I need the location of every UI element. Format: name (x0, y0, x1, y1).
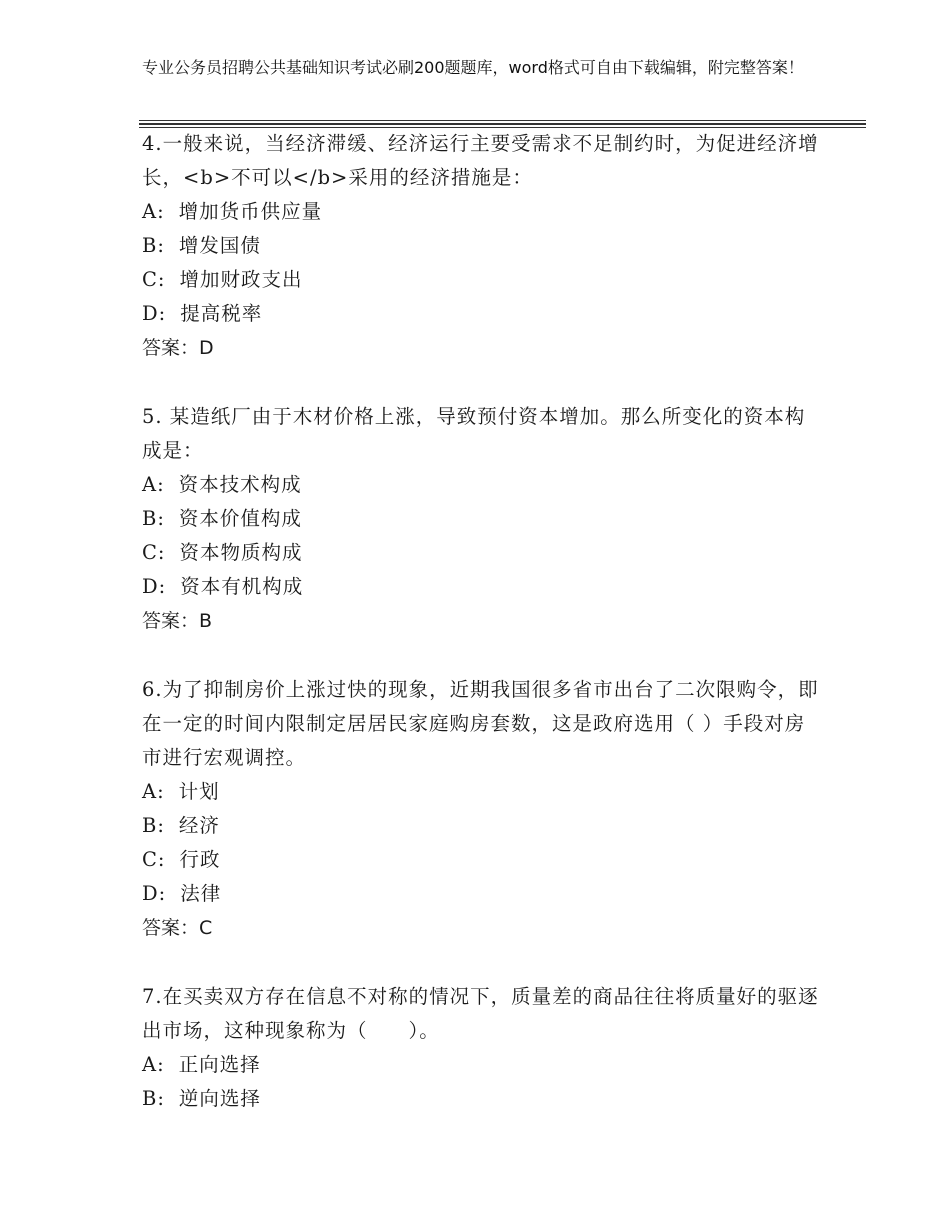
option-d (142, 297, 822, 331)
option-text: 增加财政支出 (179, 268, 303, 291)
option-a (142, 775, 822, 809)
option-text: 行政 (179, 848, 221, 871)
question-5 (142, 400, 822, 638)
option-d (142, 877, 822, 911)
question-stem: 6.为了抑制房价上涨过快的现象，近期我国很多省市出台了二次限购令，即在一定的时间内限制定居居民家庭购房套数，这是政府选用（ ）手段对房市进行宏观调控。 (142, 678, 819, 769)
option-text: 逆向选择 (178, 1087, 261, 1110)
question-stem: 5. 某造纸厂由于木材价格上涨，导致预付资本增加。那么所变化的资本构成是： (142, 405, 806, 462)
option-b (142, 809, 822, 843)
option-text: 资本价值构成 (178, 507, 302, 530)
option-text: 增发国债 (178, 234, 261, 257)
answer-label: 答案： (142, 917, 200, 939)
answer-line (142, 911, 822, 945)
option-a (142, 468, 822, 502)
option-letter: A: (142, 1053, 165, 1076)
option-letter: A: (142, 200, 165, 223)
option-c (142, 263, 822, 297)
answer-label: 答案： (142, 337, 200, 359)
option-a (142, 1048, 822, 1082)
option-text: 资本技术构成 (178, 473, 302, 496)
option-letter: B: (142, 234, 165, 257)
option-letter: C: (142, 268, 166, 291)
answer-value: B (199, 610, 213, 632)
option-letter: D: (142, 575, 167, 598)
answer-value: C (199, 917, 213, 939)
option-letter: B: (142, 814, 165, 837)
question-stem: 7.在买卖双方存在信息不对称的情况下，质量差的商品往往将质量好的驱逐出市场，这种现象称为（ ）。 (142, 985, 819, 1042)
document-header: 专业公务员招聘公共基础知识考试必刷200题题库，word格式可自由下载编辑，附完整答案！ (142, 58, 804, 77)
option-text: 提高税率 (180, 302, 263, 325)
option-b (142, 1082, 822, 1116)
option-text: 资本有机构成 (180, 575, 304, 598)
question-7 (142, 980, 822, 1116)
question-4 (142, 127, 822, 365)
answer-line (142, 604, 822, 638)
answer-line (142, 331, 822, 365)
option-text: 资本物质构成 (179, 541, 303, 564)
question-stem: 4.一般来说，当经济滞缓、经济运行主要受需求不足制约时，为促进经济增长，<b>不可以</b>采用的经济措施是： (142, 132, 819, 189)
answer-value: D (199, 337, 214, 359)
option-c (142, 536, 822, 570)
option-a (142, 195, 822, 229)
option-letter: A: (142, 780, 165, 803)
option-letter: A: (142, 473, 165, 496)
header-rule-top (139, 120, 866, 121)
option-d (142, 570, 822, 604)
option-text: 正向选择 (178, 1053, 261, 1076)
question-6 (142, 673, 822, 945)
option-letter: B: (142, 1087, 165, 1110)
option-letter: D: (142, 302, 167, 325)
option-text: 计划 (178, 780, 220, 803)
option-text: 经济 (178, 814, 220, 837)
header-rule-middle (139, 123, 866, 125)
option-c (142, 843, 822, 877)
option-letter: C: (142, 541, 166, 564)
option-b (142, 502, 822, 536)
option-b (142, 229, 822, 263)
option-text: 增加货币供应量 (178, 200, 323, 223)
option-letter: B: (142, 507, 165, 530)
option-letter: C: (142, 848, 166, 871)
option-text: 法律 (180, 882, 222, 905)
answer-label: 答案： (142, 610, 200, 632)
option-letter: D: (142, 882, 167, 905)
